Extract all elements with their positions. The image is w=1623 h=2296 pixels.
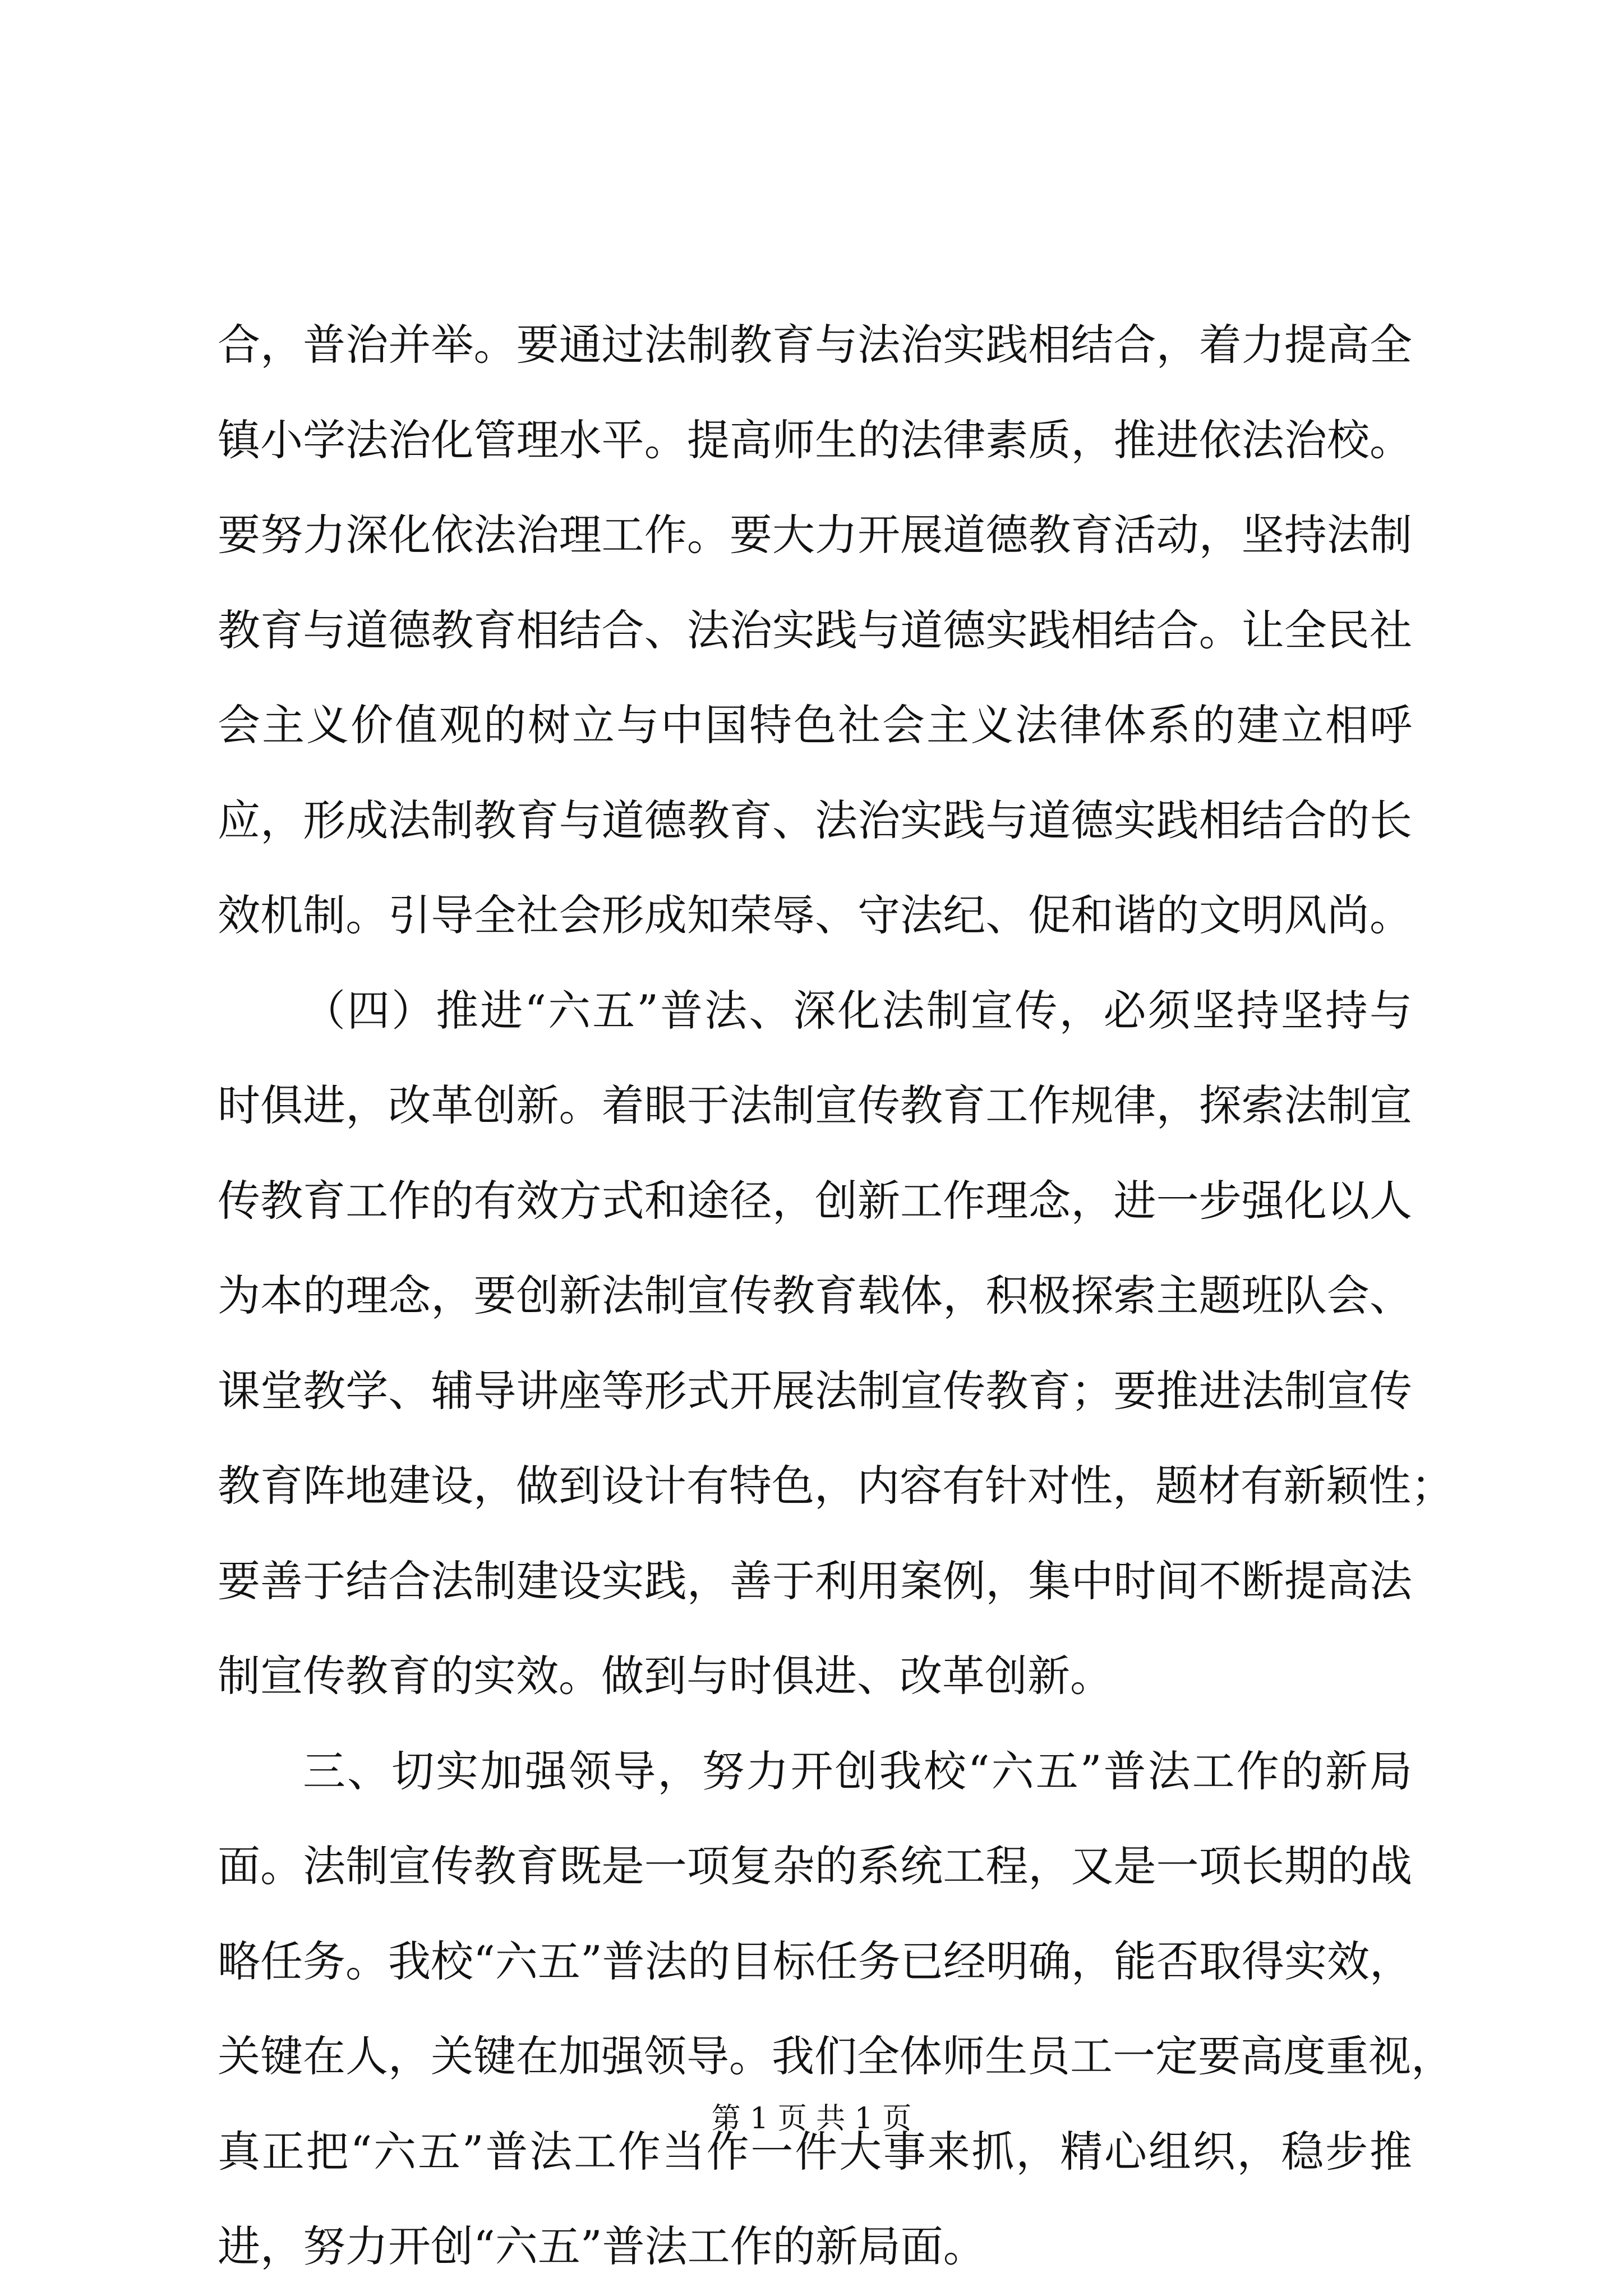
text-line: 要善于结合法制建设实践，善于利用案例，集中时间不断提高法 — [218, 1556, 1412, 1606]
text-line: 略任务。我校“六五”普法的目标任务已经明确，能否取得实效， — [218, 1936, 1412, 1986]
text-line: 效机制。引导全社会形成知荣辱、守法纪、促和谐的文明风尚。 — [218, 890, 1412, 940]
text-line: 教育与道德教育相结合、法治实践与道德实践相结合。让全民社 — [218, 605, 1412, 655]
text-line: 真正把“六五”普法工作当作一件大事来抓，精心组织，稳步推 — [218, 2126, 1412, 2177]
text-line: 镇小学法治化管理水平。提高师生的法律素质，推进依法治校。 — [218, 415, 1412, 465]
document-body — [218, 297, 1454, 2294]
text-line: 面。法制宣传教育既是一项复杂的系统工程，又是一项长期的战 — [218, 1841, 1412, 1891]
text-line: 关键在人，关键在加强领导。我们全体师生员工一定要高度重视， — [218, 2031, 1454, 2081]
page-number-footer: 第 1 页 共 1 页 — [711, 2102, 912, 2136]
text-line: 应，形成法制教育与道德教育、法治实践与道德实践相结合的长 — [218, 795, 1412, 845]
text-line: 会主义价值观的树立与中国特色社会主义法律体系的建立相呼 — [218, 700, 1412, 750]
text-line: 传教育工作的有效方式和途径，创新工作理念，进一步强化以人 — [218, 1175, 1412, 1226]
text-line: 为本的理念，要创新法制宣传教育载体，积极探索主题班队会、 — [218, 1271, 1412, 1320]
text-line: 教育阵地建设，做到设计有特色，内容有针对性，题材有新颖性； — [218, 1461, 1454, 1511]
text-line: 课堂教学、辅导讲座等形式开展法制宣传教育；要推进法制宣传 — [218, 1365, 1412, 1416]
text-line: 合，普治并举。要通过法制教育与法治实践相结合，着力提高全 — [218, 320, 1412, 370]
text-line-paragraph-start: 三、切实加强领导，努力开创我校“六五”普法工作的新局 — [303, 1746, 1412, 1796]
text-line-paragraph-start: （四）推进“六五”普法、深化法制宣传，必须坚持坚持与 — [303, 985, 1412, 1036]
text-line: 时俱进，改革创新。着眼于法制宣传教育工作规律，探索法制宣 — [218, 1080, 1412, 1130]
text-line: 要努力深化依法治理工作。要大力开展道德教育活动，坚持法制 — [218, 510, 1412, 560]
text-line-paragraph-end: 进，努力开创“六五”普法工作的新局面。 — [218, 2221, 986, 2271]
text-line-paragraph-end: 制宣传教育的实效。做到与时俱进、改革创新。 — [218, 1651, 1113, 1701]
